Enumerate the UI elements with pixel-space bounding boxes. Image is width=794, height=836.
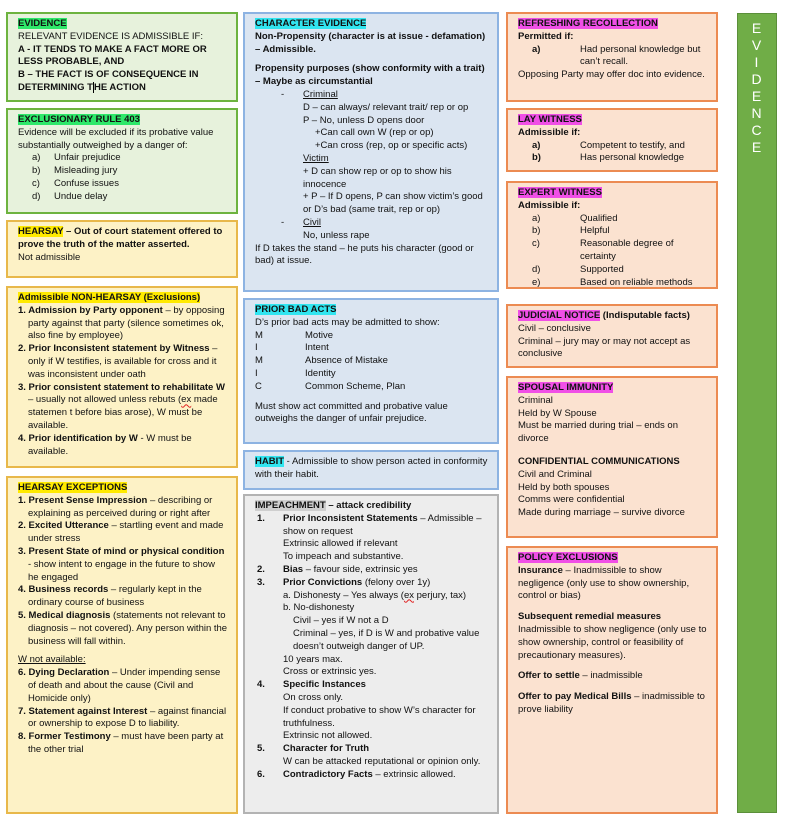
- victim-heading: Victim: [303, 152, 329, 164]
- mimic-item: M Absence of Mistake: [255, 355, 388, 367]
- criminal-line: +Can cross (rep, op or specific acts): [315, 140, 468, 152]
- spousal-title: SPOUSAL IMMUNITY: [518, 382, 614, 393]
- character-evidence-box: [243, 12, 499, 292]
- medical-bills: Offer to pay Medical Bills – inadmissible to prove liability: [518, 691, 705, 715]
- victim-line: + P – If D opens, P can show victim’s good or D’s bad (same trait, rep or op): [303, 191, 483, 216]
- judicial-line: Criminal – jury may or may not accept as conclusive: [518, 335, 691, 360]
- w-not-available-heading: W not available:: [18, 654, 86, 666]
- mimic-item: I Identity: [255, 367, 336, 379]
- mimic-item: I Intent: [255, 342, 329, 354]
- impeach-line: a. Dishonesty – Yes always (ex perjury, tax): [283, 589, 467, 601]
- list-item: a) Competent to testify, and: [532, 139, 685, 151]
- impeach-line: Extrinsic not allowed.: [283, 730, 373, 742]
- civil-line: No, unless rape: [303, 229, 370, 241]
- evidence-line1: RELEVANT EVIDENCE IS ADMISSIBLE IF:: [18, 30, 203, 42]
- non-hearsay-title: Admissible NON-HEARSAY (Exclusions): [18, 292, 201, 303]
- list-item: 4. Prior identification by W - W must be available.: [18, 432, 192, 457]
- hearsay-exceptions-title: HEARSAY EXCEPTIONS: [18, 482, 128, 493]
- rule-403-title: EXCLUSIONARY RULE 403: [18, 114, 140, 125]
- criminal-line: D – can always/ relevant trait/ rep or op: [303, 101, 469, 113]
- mimic-item: C Common Scheme, Plan: [255, 380, 406, 392]
- list-item: 2. Prior Inconsistent statement by Witness – only if W testifies, is available for cross and it was inconsistent under oath: [18, 343, 218, 380]
- comms-line: Civil and Criminal: [518, 468, 592, 480]
- impeach-line: Cross or extrinsic yes.: [283, 666, 377, 678]
- list-item: a) Unfair prejudice: [32, 152, 121, 164]
- habit-text: HABIT - Admissible to show person acted in conformity with their habit.: [255, 456, 488, 480]
- propensity: Propensity purposes (show conformity with a trait) – Maybe as circumstantial: [255, 63, 485, 88]
- criminal-line: +Can call own W (rep or op): [315, 127, 434, 139]
- impeach-line: W can be attacked reputational or opinion only.: [283, 755, 481, 767]
- expert-witness-title: EXPERT WITNESS: [518, 187, 602, 198]
- impeach-line: Criminal – yes, if D is W and probative value doesn’t outweigh danger of UP.: [293, 627, 480, 652]
- evidence-sidebar: [737, 13, 777, 813]
- list-item: 3. Prior consistent statement to rehabilitate W – usually not allowed unless rebuts (ex made statemen t before bias arose), W must be available.: [18, 381, 225, 431]
- mimic-item: M Motive: [255, 329, 333, 341]
- comms-line: Held by both spouses: [518, 481, 610, 493]
- criminal-heading-row: - Criminal: [281, 88, 338, 100]
- list-item: b) Misleading jury: [32, 165, 118, 177]
- list-item: c) Reasonable degree of certainty: [532, 238, 674, 262]
- list-item: 2. Excited Utterance – startling event and made under stress: [18, 520, 224, 545]
- impeach-line: Extrinsic allowed if relevant: [283, 538, 398, 550]
- sidebar-title: E V I D E N C E: [751, 20, 763, 155]
- srm-heading: Subsequent remedial measures: [518, 611, 662, 623]
- list-item: 8. Former Testimony – must have been party at the other trial: [18, 731, 224, 755]
- refresh-title: REFRESHING RECOLLECTION: [518, 18, 658, 29]
- list-item: a) Qualified: [532, 212, 618, 224]
- hearsay-definition: HEARSAY – Out of court statement offered to prove the truth of the matter asserted.: [18, 226, 223, 250]
- confidential-comms-title: CONFIDENTIAL COMMUNICATIONS: [518, 455, 680, 467]
- policy-title: POLICY EXCLUSIONS: [518, 552, 618, 563]
- refresh-note: Opposing Party may offer doc into evidence.: [518, 69, 705, 81]
- comms-line: Comms were confidential: [518, 494, 625, 506]
- judicial-title: JUDICIAL NOTICE (Indisputable facts): [518, 310, 690, 321]
- non-propensity: Non-Propensity (character is at issue - defamation) – Admissible.: [255, 30, 486, 55]
- impeach-line: To impeach and substantive.: [283, 551, 404, 563]
- list-item: e) Based on reliable methods: [532, 276, 693, 288]
- impeachment-box: [243, 494, 499, 814]
- impeach-item: 4. Specific Instances: [257, 679, 366, 691]
- hearsay-exceptions-box: [6, 476, 238, 814]
- victim-line: + D can show rep or op to show his innocence: [303, 165, 452, 190]
- list-item: d) Undue delay: [32, 190, 108, 202]
- list-item: a) Had personal knowledge but can’t recall.: [532, 43, 701, 68]
- list-item: 7. Statement against Interest – against financial or ownership to expose D to liability.: [18, 705, 227, 730]
- takes-stand-note: If D takes the stand – he puts his character (good or bad) at issue.: [255, 242, 474, 267]
- spousal-line: Must be married during trial – ends on divorce: [518, 420, 678, 445]
- hearsay-note: Not admissible: [18, 251, 81, 263]
- character-evidence-title: CHARACTER EVIDENCE: [255, 18, 367, 29]
- list-item: c) Confuse issues: [32, 177, 119, 189]
- impeach-item: 6. Contradictory Facts – extrinsic allowed.: [257, 768, 456, 780]
- judicial-line: Civil – conclusive: [518, 322, 591, 334]
- evidence-title: EVIDENCE: [18, 18, 67, 29]
- lay-witness-title: LAY WITNESS: [518, 114, 582, 125]
- policy-exclusions-box: [506, 546, 718, 814]
- prior-bad-acts-title: PRIOR BAD ACTS: [255, 304, 337, 315]
- evidence-prong-b: B – THE FACT IS OF CONSEQUENCE IN DETERMINING THE ACTION: [18, 69, 199, 93]
- list-item: d) Supported: [532, 263, 624, 275]
- evidence-box: [6, 12, 238, 102]
- refresh-permitted: Permitted if:: [518, 30, 574, 42]
- impeachment-title: IMPEACHMENT – attack credibility: [255, 500, 412, 511]
- impeach-line: b. No-dishonesty: [283, 602, 355, 614]
- lay-admissible: Admissible if:: [518, 126, 581, 138]
- hearsay-box: [6, 220, 238, 278]
- impeach-line: On cross only.: [283, 691, 344, 703]
- impeach-item: 1. Prior Inconsistent Statements – Admissible – show on request: [257, 512, 482, 537]
- insurance-rule: Insurance – Inadmissible to show negligence (only use to show ownership, control or bias): [518, 564, 690, 602]
- impeach-line: 10 years max.: [283, 653, 343, 665]
- evidence-prong-a: A - IT TENDS TO MAKE A FACT MORE OR LESS PROBABLE, AND: [18, 43, 207, 68]
- comms-line: Made during marriage – survive divorce: [518, 507, 685, 519]
- habit-box: [243, 450, 499, 490]
- rule-403-box: [6, 108, 238, 214]
- prior-bad-acts-text: D’s prior bad acts may be admitted to show:: [255, 316, 440, 328]
- judicial-notice-box: [506, 304, 718, 368]
- expert-admissible: Admissible if:: [518, 199, 581, 211]
- non-hearsay-box: [6, 286, 238, 468]
- refreshing-recollection-box: [506, 12, 718, 102]
- prior-bad-acts-box: [243, 298, 499, 444]
- spousal-immunity-box: [506, 376, 718, 538]
- lay-witness-box: [506, 108, 718, 172]
- civil-heading-row: - Civil: [281, 216, 321, 228]
- list-item: 1. Present Sense Impression – describing or explaining as perceived during or right after: [18, 494, 213, 519]
- list-item: 4. Business records – regularly kept in the ordinary course of business: [18, 584, 202, 609]
- prior-bad-acts-note: Must show act committed and probative value outweighs the danger of unfair prejudice.: [255, 400, 448, 425]
- impeach-line: Civil – yes if W not a D: [293, 615, 389, 627]
- impeach-item: 5. Character for Truth: [257, 743, 370, 755]
- list-item: 1. Admission by Party opponent – by opposing party against that party (silence sometimes ok, also fine by employee): [18, 304, 225, 342]
- expert-witness-box: [506, 181, 718, 289]
- list-item: b) Helpful: [532, 225, 610, 237]
- rule-403-text: Evidence will be excluded if its probative value substantially outweighed by a danger of:: [18, 126, 214, 151]
- list-item: 3. Present State of mind or physical condition - show intent to engage in the future to show he engaged: [18, 545, 225, 583]
- impeach-item: 2. Bias – favour side, extrinsic yes: [257, 563, 418, 575]
- offer-to-settle: Offer to settle – inadmissible: [518, 670, 643, 682]
- list-item: 6. Dying Declaration – Under impending sense of death and about the cause (Civil and Homicide only): [18, 667, 221, 704]
- spousal-line: Held by W Spouse: [518, 407, 597, 419]
- impeach-line: If conduct probative to show W’s character for truthfulness.: [283, 704, 476, 729]
- srm-text: Inadmissible to show negligence (only use to show ownership, control or feasibility of precautionary measures).: [518, 623, 707, 661]
- criminal-line: P – No, unless D opens door: [303, 114, 425, 126]
- spousal-line: Criminal: [518, 394, 553, 406]
- list-item: 5. Medical diagnosis (statements not relevant to diagnosis – not covered). Any person within the business will fall within.: [18, 609, 228, 647]
- list-item: b) Has personal knowledge: [532, 152, 685, 164]
- impeach-item: 3. Prior Convictions (felony over 1y): [257, 576, 431, 588]
